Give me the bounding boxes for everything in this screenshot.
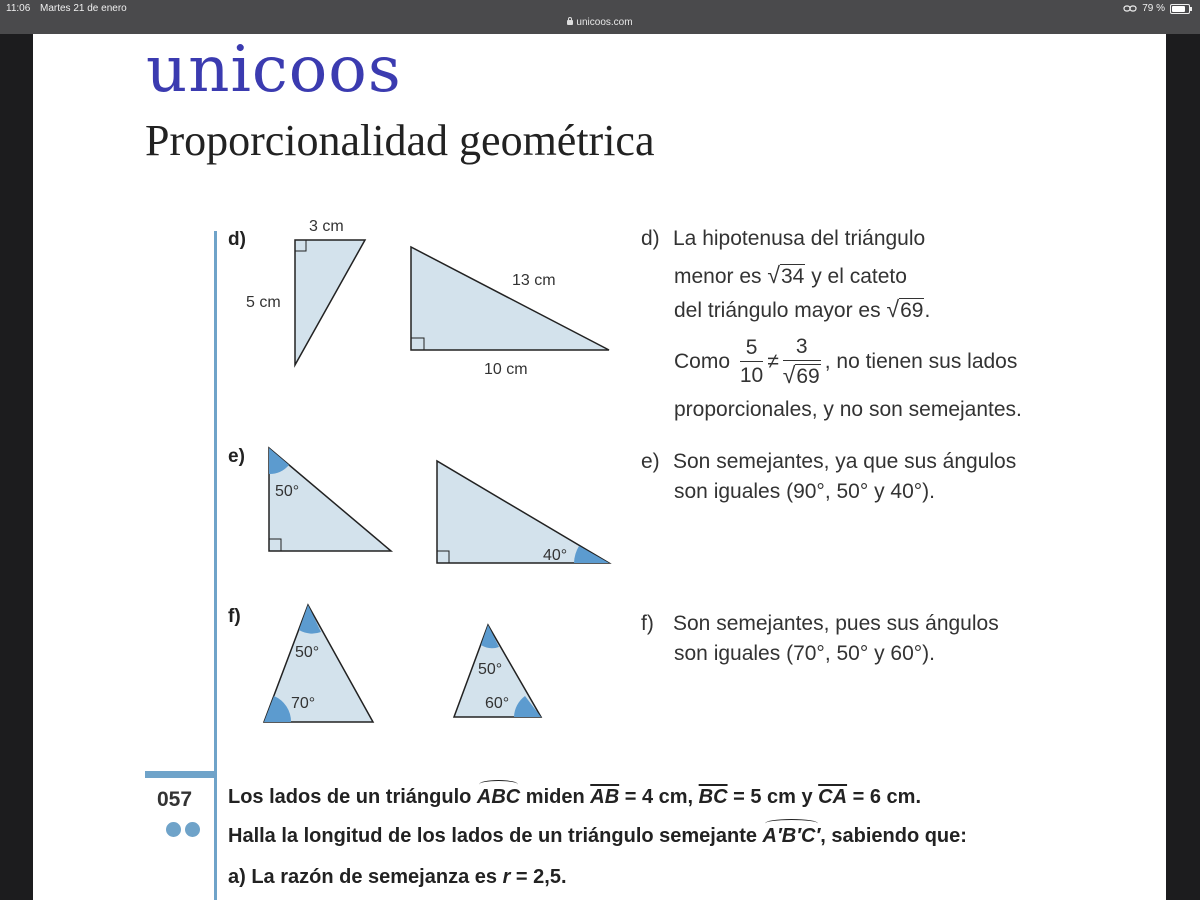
answer-e-prefix: e) — [641, 450, 660, 473]
status-bar — [0, 0, 1200, 34]
angle-60-f-small: 60° — [485, 695, 510, 712]
neq-sign: ≠ — [767, 350, 779, 374]
exercise-line3: a) La razón de semejanza es r = 2,5. — [228, 866, 567, 888]
triangle-d-big — [411, 247, 609, 378]
url-bar[interactable] — [0, 17, 1200, 28]
answer-d-line3b: . — [924, 299, 931, 322]
angle-50-f-big: 50° — [295, 644, 320, 661]
segment-ca: $\overline{CA}$ — [818, 786, 848, 808]
battery-level — [1172, 6, 1185, 12]
angle-70-f-big: 70° — [291, 695, 316, 712]
exercise-number: 057 — [157, 788, 193, 811]
triangle-d-small — [246, 218, 365, 365]
triangle-abc-prime: A′B′C′ — [762, 825, 821, 847]
answer-d-line4b: , no tienen sus lados — [824, 350, 1018, 374]
label-10cm: 10 cm — [484, 361, 528, 378]
answer-e — [641, 447, 1016, 507]
link-icon — [1123, 4, 1137, 13]
answer-d-line3a: del triángulo mayor es — [674, 299, 887, 322]
answer-f-line1: Son semejantes, pues sus ángulos — [673, 612, 999, 635]
answer-e-line1: Son semejantes, ya que sus ángulos — [673, 450, 1017, 473]
label-5cm: 5 cm — [246, 294, 281, 311]
status-right — [1123, 3, 1190, 14]
sqrt-69: √69 — [886, 296, 924, 322]
triangle-f-small — [454, 625, 541, 717]
triangle-e-big — [437, 461, 609, 564]
status-time: 11:06 — [6, 3, 31, 14]
answer-d-como: Como — [674, 350, 736, 374]
status-date: Martes 21 de enero — [40, 3, 127, 14]
answer-f-prefix: f) — [641, 612, 654, 635]
difficulty-dot — [185, 822, 200, 837]
answer-d-line1: La hipotenusa del triángulo — [673, 227, 926, 250]
answer-e-line2: son iguales (90°, 50° y 40°). — [674, 480, 936, 503]
ratio-symbol: r — [502, 866, 511, 888]
lock-icon — [567, 20, 573, 25]
battery-percent: 79 % — [1142, 3, 1165, 14]
angle-50-f-small: 50° — [478, 661, 503, 678]
fraction-3-sqrt69: $\frac{3}{√69}$ — [782, 335, 820, 388]
part-f-label: f) — [228, 606, 241, 627]
difficulty-dots — [166, 822, 200, 837]
exercise-line2: Halla la longitud de los lados de un triángulo semejante A′B′C′, sabiendo que: — [228, 825, 967, 847]
url-text: unicoos.com — [576, 17, 633, 28]
document-page — [33, 34, 1166, 900]
answer-f — [641, 609, 999, 669]
part-d-label: d) — [228, 229, 246, 250]
battery-icon — [1170, 4, 1190, 14]
brand-logo: unicoos — [146, 34, 402, 107]
angle-50-e: 50° — [275, 483, 300, 500]
difficulty-dot — [166, 822, 181, 837]
answer-d-line2a: menor es — [674, 265, 768, 288]
page-title: Proporcionalidad geométrica — [145, 116, 655, 165]
triangle-f-big — [264, 605, 373, 722]
label-3cm: 3 cm — [309, 218, 344, 235]
answer-d-line5: proporcionales, y no son semejantes. — [674, 398, 1022, 421]
segment-bc: $\overline{BC}$ — [698, 786, 728, 808]
sqrt-34: √34 — [767, 262, 805, 288]
answer-d — [641, 224, 1022, 425]
answer-d-line2b: y el cateto — [805, 265, 907, 288]
triangle-e-small — [269, 448, 391, 551]
answer-f-line2: son iguales (70°, 50° y 60°). — [674, 642, 936, 665]
fraction-5-10: $\frac{5}{10}$ — [739, 336, 764, 387]
exercise-line1: Los lados de un triángulo ABC miden $\overline{AB} = 4$ cm, $\overline{BC} = 5$ cm y $\overline{CA} = 6$ cm. — [228, 786, 921, 808]
part-e-label: e) — [228, 446, 245, 467]
angle-40-e: 40° — [543, 547, 568, 564]
segment-ab: $\overline{AB}$ — [590, 786, 620, 808]
triangle-abc: ABC — [476, 786, 521, 808]
label-13cm: 13 cm — [512, 272, 556, 289]
answer-d-prefix: d) — [641, 227, 660, 250]
